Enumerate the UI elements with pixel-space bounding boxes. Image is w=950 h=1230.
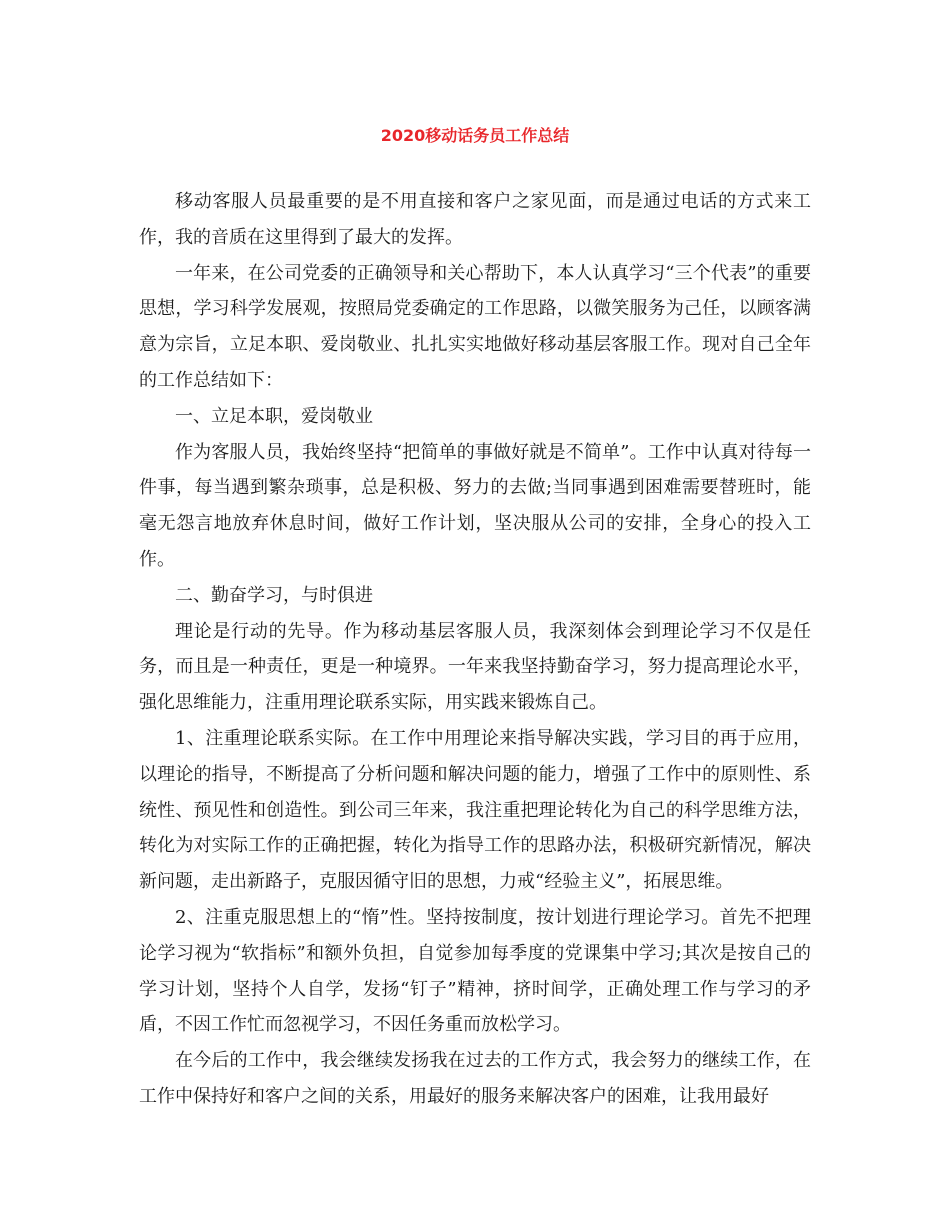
paragraph-overview: 一年来，在公司党委的正确领导和关心帮助下，本人认真学习“三个代表”的重要思想，学习科学发展观，按照局党委确定的工作思路，以微笑服务为己任，以顾客满意为宗旨，立足本职、爱岗敬业、扎扎实实地做好移动基层客服工作。现对自己全年的工作总结如下： [139,262,811,391]
paragraph-point-1: 1、注重理论联系实际。在工作中用理论来指导解决实践，学习目的再于应用，以理论的指导，不断提高了分析问题和解决问题的能力，增强了工作中的原则性、系统性、预见性和创造性。到公司三年来，我注重把理论转化为自己的科学思维方法，转化为对实际工作的正确把握，转化为指导工作的思路办法，积极研究新情况，解决新问题，走出新路子，克服因循守旧的思想，力戒“经验主义”，拓展思维。 [139,727,811,893]
section-heading-1: 一、立足本职，爱岗敬业 [175,405,373,427]
section-heading-2: 二、勤奋学习，与时俱进 [175,584,373,606]
paragraph-closing: 在今后的工作中，我会继续发扬我在过去的工作方式，我会努力的继续工作，在工作中保持好和客户之间的关系，用最好的服务来解决客户的困难，让我用最好 [139,1050,811,1107]
paragraph-section-2: 理论是行动的先导。作为移动基层客服人员，我深刻体会到理论学习不仅是任务，而且是一种责任，更是一种境界。一年来我坚持勤奋学习，努力提高理论水平，强化思维能力，注重用理论联系实际，用实践来锻炼自己。 [139,620,811,714]
paragraph-section-1: 作为客服人员，我始终坚持“把简单的事做好就是不简单”。工作中认真对待每一件事，每当遇到繁杂琐事，总是积极、努力的去做;当同事遇到困难需要替班时，能毫无怨言地放弃休息时间，做好工作计划，坚决服从公司的安排，全身心的投入工作。 [139,441,811,570]
document-body [139,184,811,1115]
paragraph-intro: 移动客服人员最重要的是不用直接和客户之家见面，而是通过电话的方式来工作，我的音质在这里得到了最大的发挥。 [139,191,811,248]
document-title: 2020移动话务员工作总结 [380,126,570,145]
paragraph-point-2: 2、注重克服思想上的“惰”性。坚持按制度，按计划进行理论学习。首先不把理论学习视为“软指标”和额外负担，自觉参加每季度的党课集中学习;其次是按自己的学习计划，坚持个人自学，发扬“钉子”精神，挤时间学，正确处理工作与学习的矛盾，不因工作忙而忽视学习，不因任务重而放松学习。 [139,906,811,1036]
